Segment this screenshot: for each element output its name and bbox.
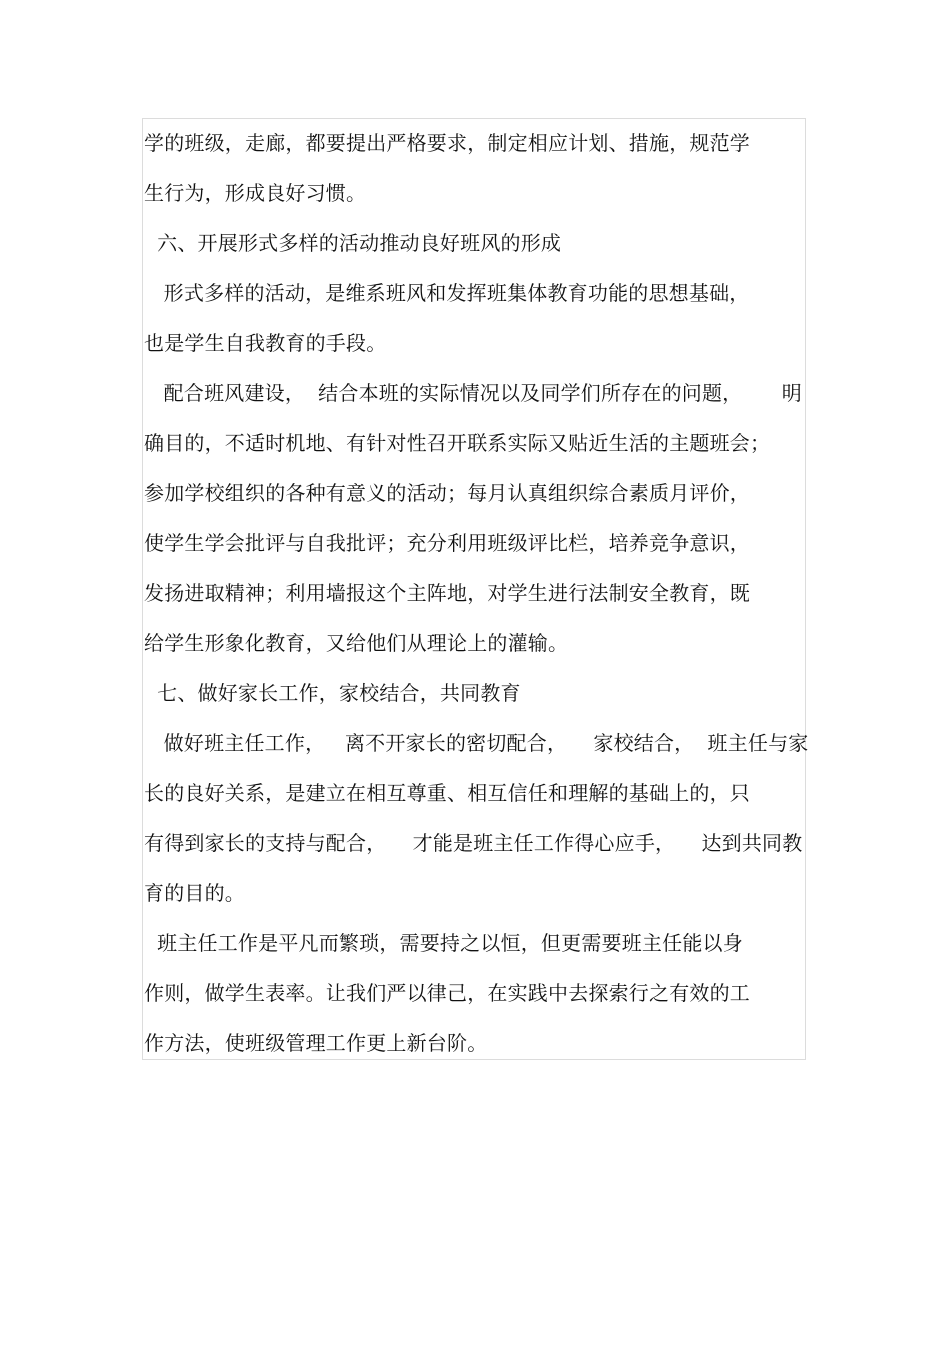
text-line: 班主任工作是平凡而繁琐，需要持之以恒，但更需要班主任能以身 [144, 931, 743, 955]
text-line: 确目的，不适时机地、有针对性召开联系实际又贴近生活的主题班会； [144, 431, 771, 455]
text-line: 作则，做学生表率。让我们严以律己，在实践中去探索行之有效的工 [144, 981, 750, 1005]
text-line: 形式多样的活动，是维系班风和发挥班集体教育功能的思想基础， [144, 281, 750, 305]
text-line: 长的良好关系，是建立在相互尊重、相互信任和理解的基础上的，只 [144, 781, 750, 805]
section-heading-7: 七、做好家长工作，家校结合，共同教育 [144, 681, 521, 705]
text-line: 育的目的。 [144, 881, 245, 905]
text-line: 做好班主任工作， 离不开家长的密切配合， 家校结合， 班主任与家 [144, 731, 809, 755]
section-heading-6: 六、开展形式多样的活动推动良好班风的形成 [144, 231, 562, 255]
text-line: 使学生学会批评与自我批评；充分利用班级评比栏，培养竞争意识， [144, 531, 750, 555]
text-line: 有得到家长的支持与配合， 才能是班主任工作得心应手， 达到共同教 [144, 831, 803, 855]
text-line: 参加学校组织的各种有意义的活动；每月认真组织综合素质月评价， [144, 481, 750, 505]
text-line: 生行为，形成良好习惯。 [144, 181, 367, 205]
text-line: 作方法，使班级管理工作更上新台阶。 [144, 1031, 488, 1055]
text-line: 发扬进取精神；利用墙报这个主阵地，对学生进行法制安全教育，既 [144, 581, 750, 605]
text-line: 也是学生自我教育的手段。 [144, 331, 387, 355]
text-line: 给学生形象化教育，又给他们从理论上的灌输。 [144, 631, 569, 655]
text-line: 学的班级，走廊，都要提出严格要求，制定相应计划、措施，规范学 [144, 131, 750, 155]
text-line: 配合班风建设， 结合本班的实际情况以及同学们所存在的问题， 明 [144, 381, 802, 405]
